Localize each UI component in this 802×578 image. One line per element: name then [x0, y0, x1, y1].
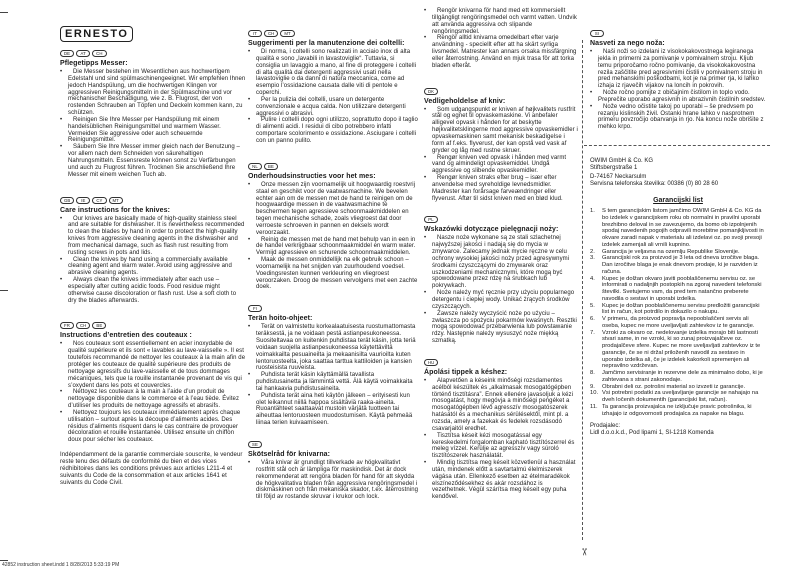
address-line: OWIM GmbH & Co. KG: [590, 158, 654, 165]
bullet-item: [60, 389, 246, 410]
bullet-item: [60, 410, 246, 444]
bullet-text: Die Messer bestehen im Wesentlichen aus hochwertigem Edelstahl und sind spülmaschinengeeignet. Wir empfehlen Ihnen jedoch Handspülung, um die hochwertigen Klingen vor aggressiven Reinigungsmitteln in der Spülmaschine und vor mechanischer Beschädigung, wie z. B. Flugrost, der von rostenden Schrauben an Töpfen und Deckeln kommen kann, zu schützen.: [68, 69, 246, 117]
warranty-item: [590, 316, 766, 330]
bullet-item: [424, 311, 578, 345]
bullet-item: [248, 460, 420, 501]
bullet-icon: •: [590, 90, 593, 97]
seller-info: [590, 423, 766, 437]
bullet-icon: •: [424, 154, 427, 161]
country-badge: DK: [424, 88, 438, 95]
bullet-item: [248, 372, 420, 393]
bullet-item: [60, 216, 246, 257]
country-badge: SE: [248, 441, 262, 448]
section-si: [590, 30, 766, 131]
country-badge: MT: [109, 197, 123, 204]
column-2: [248, 0, 420, 562]
bullet-item: [590, 49, 766, 90]
scissors-icon: ✂: [578, 547, 589, 557]
bullet-item: [424, 378, 578, 433]
section-heading: Pflegetipps Messer:: [60, 60, 128, 67]
bullet-item: [60, 144, 246, 178]
bullet-item: [248, 324, 420, 372]
bullet-icon: •: [60, 277, 63, 284]
section-heading: Wskazówki dotyczące pielęgnacji noży:: [424, 226, 559, 234]
bullet-text: Nettoyez toujours les couteaux immédiatement après chaque utilisation – surtout après la découpe d’aliments acides. Des résidus d’aliments risquent dans le cas contraire de provoquer décoloration et rouille instantanée. Utilisez ensuite un chiffon doux pour sécher les couteaux.: [68, 409, 241, 444]
bullet-icon: •: [424, 377, 427, 384]
bullet-icon: •: [248, 181, 251, 188]
item-number: 8.: [590, 370, 595, 377]
section-nl: [248, 163, 420, 292]
section-heading: Instructions d’entretien des couteaux :: [60, 332, 192, 340]
item-text: Vzroki za okvaro oz. nedelovanje izdelka morajo biti lastnosti stvari same, in ne vzroki, ki so zunaj proizvajalčeve oz. prodajalčeve sfere. Kupec ne more uveljavljati zahtevkov iz te garancije, če se ni držal priloženih navodil za sestavo in uporabo izdelka ali, če je izdelek kakorkoli spremenjen ali nepravilno vzdrževan.: [602, 329, 761, 370]
bullet-text: Terät on valmistettu korkealaatuisesta ruostumattomasta teräksestä, ja ne voidaan pestä astianpesukoneessa. Suositeltavaa on kuitenkin puhdistaa terät käsin, jotta teriä voidaan suojella astianpesukoneessa käytettäviltä voimakkailta pesuaineilta ja mekaanisilta vaurioilta kuten lentoruosteelta, joka saattaa tarttua kattiloiden ja kansien ruosteisista ruuveista.: [256, 324, 416, 372]
bullet-text: Tisztítsa késeit kézi mosogatással egy kereskedelmi forgalomban kapható tisztítószerrel és meleg vízzel. Kerülje az agresszív vagy súroló tisztítószerek használatát.: [432, 432, 575, 460]
column-3: [424, 0, 578, 562]
warranty-item: [590, 390, 766, 404]
bullet-item: [424, 290, 578, 311]
country-badges: [248, 30, 420, 37]
warranty-item: [590, 404, 766, 418]
bullet-icon: •: [60, 341, 63, 348]
bullet-item: [248, 182, 420, 237]
bullet-text: Di norma, i coltelli sono realizzati in acciaio inox di alta qualità e sono „lavabili in lavastoviglie“. Tuttavia, si consiglia un lavaggio a mano, al fine di proteggere i coltelli di alta qualità dai detergenti aggressivi usati nella lavastoviglie o da danni di natura meccanica, come ad esempio l’ossidazione causata dalle viti di pentole e coperchi.: [256, 49, 417, 97]
item-number: 2.: [590, 248, 595, 255]
bullet-icon: •: [60, 389, 63, 396]
bullet-icon: •: [60, 116, 63, 123]
bullet-icon: •: [248, 372, 251, 379]
item-number: 5.: [590, 302, 595, 309]
ernesto-logo: ERNESTO: [60, 26, 133, 42]
section-heading: Skötselråd för knivarna:: [248, 450, 331, 458]
address-line: D-74167 Neckarsulm: [590, 174, 647, 181]
country-badges: [248, 305, 420, 312]
address-line: Stiftsbergstraße 1: [590, 165, 638, 172]
bullet-text: Maak de messen onmiddellijk na elk gebruik schoon – voornamelijk na het snijden van zuurhoudend voedsel. Voedingsresten kunnen verkleuring en vliegroest veroorzaken. Droog de messen vervolgens met een zachte doek.: [256, 257, 418, 291]
section-fi: [248, 305, 420, 427]
bullet-text: Puhdista terät käsin käyttämällä tavallista puhdistusainetta ja lämmintä vettä. Älä käytä voimakkaita tai hankaavia puhdistusaineita.: [256, 372, 413, 392]
cut-separator: [578, 0, 588, 562]
item-text: Garancijski rok za proizvod je 3 leta od dneva izročitve blaga. Dan izročitve blaga je enak dnevom prodaje, ki je razviden iz računa.: [602, 255, 760, 275]
bullet-icon: •: [60, 69, 63, 75]
section-heading: Suggerimenti per la manutenzione dei coltelli:: [248, 40, 405, 47]
bullet-text: Rengør kniven ved opvask i hånden med varmt vand og almindeligt opvaskemiddel. Undgå aggressive og slibende opvaskemidler.: [432, 154, 567, 175]
bullet-text: Våra knivar är grundligt tillverkade av högkvalitativt rostfritt stål och är lämpliga för maskindisk. Det är dock rekommenderat att rengöra bladen för hand för att skydda de högkvalitativa bladen från aggressiva rengöringsmedel i diskmaskinen och från mekaniska skador, t.ex. återrostning till följd av rostande skruvar i krukor och lock.: [256, 459, 419, 501]
item-text: S tem garancijskim listom jamčimo OWIM GmbH & Co. KG da bo izdelek v garancijskem roku ob normalni in pravilni uporabi brezhibno deloval in se zavezujemo, da bomo ob izpolnjenih spodaj navedenih pogojih odpravili morebitne pomanjkljivosti in okvare zaradi napak v materialu ali izdelavi oz. po svoji presoji izdelek zamenjali ali vrnili kupnino.: [602, 208, 764, 248]
country-badge: BE: [92, 322, 106, 329]
column-4: [590, 0, 766, 562]
crop-mark: [0, 12, 8, 13]
country-badge: GB: [60, 197, 74, 204]
seller-label: Prodajalec:: [590, 423, 621, 430]
warranty-item: [590, 208, 766, 249]
section-heading: Ápolási tippek a késhez:: [424, 368, 508, 376]
bullet-icon: •: [248, 117, 251, 124]
column-1: [60, 0, 246, 562]
bullet-text: Alapvetően a késeink minőségi rozsdamentes acélból készültek és „alkalmasak mosogatógépben történő tisztításra”. Ennek ellenére javasoljuk a kézi mosogatást, hogy megóvja a minőségi pengéket a mosogatógépben lévő agresszív mosogatószerek hatásától és a mechanikus sérülésektől, mint pl. a rozsda, amely a fazekak és fedelek rozsdásodó csavarjaitól eredhet.: [432, 377, 574, 432]
section-pl: [424, 216, 578, 345]
item-number: 1.: [590, 208, 595, 215]
bullet-text: Rengör knivarna för hand med ett kommersiellt tillgängligt rengöringsmedel och varmt vatten. Undvik att använda aggressiva och slipande rengöringsmedel.: [432, 8, 577, 35]
bullet-text: Nože vedno očistite takoj po uporabi – še predvsem po rezanju kislinskih živil. Ostanki hrane lahko v nasprotnem primeru povzročijo obarvanja in rjo. Na koncu nože obrišite z mehko krpo.: [598, 103, 764, 131]
country-badge: FR: [60, 322, 74, 329]
crop-mark: [0, 560, 8, 561]
country-badge: IT: [248, 30, 262, 37]
bullet-item: [248, 237, 420, 258]
bullet-icon: •: [590, 49, 593, 55]
section-heading: Nasveti za nego noža:: [590, 40, 665, 47]
item-number: 6.: [590, 316, 595, 323]
bullet-text: Nože ročno pomijte z običajnim čistilom in toplo vodo. Preprečite uporabo agresivnih in abrazivnih čistilnih sredstev.: [598, 90, 766, 103]
bullet-icon: •: [248, 49, 251, 55]
warranty-item: [590, 303, 766, 317]
bullet-icon: •: [424, 175, 427, 182]
bullet-text: Mindig tisztítsa meg késeit közvetlenül a használat után, mindenek előtt a savtartalmú élelmiszerek vágása után. Ellenkező esetben az ételmaradékok elszíneződésekhez és akár rozsdához is vezethetnek. Végül szárítsa meg késeit egy puha kendővel.: [432, 460, 576, 501]
country-badge: CH: [92, 50, 106, 57]
warranty-item: [590, 370, 766, 384]
bullet-icon: •: [424, 290, 427, 297]
country-badge: CH: [264, 30, 278, 37]
bullet-icon: •: [60, 215, 63, 222]
country-badges: [60, 197, 246, 204]
country-badges: [424, 216, 578, 223]
bullet-item: [424, 8, 578, 35]
bullet-item: [248, 393, 420, 427]
bullet-item: [60, 257, 246, 278]
bullet-text: Noże należy myć ręcznie przy użyciu popularnego detergentu i ciepłej wody. Unikać żrących środków czyszczących.: [432, 290, 575, 310]
bullet-text: Onze messen zijn voornamelijk uit hoogwaardig roestvrij staal en geschikt voor de vaatwasmachine. We bevelen echter aan om de messen met de hand te reinigen om de hoogwaardige messen in de vaatwasmachine te beschermen tegen agressieve schoonmaakmiddelen en tegen mechanische schade, zoals vliegroest dat door verroeste schroeven in pannen en deksels wordt veroorzaakt.: [256, 181, 416, 236]
bullet-item: [590, 104, 766, 131]
bullet-item: [60, 117, 246, 144]
bullet-icon: •: [424, 106, 427, 113]
country-badge: FI: [248, 305, 262, 312]
bullet-icon: •: [590, 103, 593, 110]
bullet-text: Always clean the knives immediately after each use – especially after cutting acidic foods. Food residue might otherwise cause discoloration or flash rust. Use a soft cloth to dry the blades afterwards.: [68, 277, 237, 304]
bullet-item: [424, 235, 578, 290]
country-badge: IE: [76, 197, 90, 204]
item-number: 3.: [590, 255, 595, 262]
country-badge: CH: [76, 322, 90, 329]
section-hu: [424, 359, 578, 501]
bullet-icon: •: [424, 8, 427, 14]
item-number: 7.: [590, 329, 595, 336]
item-number: 4.: [590, 275, 595, 282]
bullet-text: Our knives are basically made of high-quality stainless steel and are suitable for dishwasher. It is nevertheless recommended to clean the blades by hand in order to protect the high-quality knives from aggressive cleaning agents in the dishwasher and from mechanical damage, such as flash rust resulting from rusting screws in pots and lids.: [68, 215, 245, 256]
section-se-continued: [424, 8, 578, 70]
print-footer: 42852 instruction sheet.indd 1 8/28/2013 5:33:19 PM: [2, 562, 120, 568]
section-se: [248, 441, 420, 501]
country-badge: PL: [424, 216, 438, 223]
bullet-item: [590, 90, 766, 104]
bullet-icon: •: [248, 459, 251, 466]
country-badges: [424, 88, 578, 95]
bullet-icon: •: [248, 96, 251, 103]
cut-line-horizontal: [584, 145, 770, 146]
item-text: V primeru, da proizvod popravlja nepooblaščeni servis ali oseba, kupec ne more uveljavljati zahtevkov iz te garancije.: [602, 316, 755, 329]
item-text: Jamčimo servisiranje in rezervne dele za minimalno dobo, ki je zahtevana s strani zakonodaje.: [602, 370, 763, 383]
item-text: Obrabni deli oz. potrošni material so izvzeti iz garancije.: [602, 383, 746, 390]
section-heading: Care instructions for the knives:: [60, 206, 170, 214]
country-badges: [248, 163, 420, 170]
seller-address: Lidl d.o.o.k.d., Pod lipami 1, SI-1218 Komenda: [590, 430, 714, 437]
cut-line-vertical: [582, 40, 583, 540]
country-badges: [424, 359, 578, 366]
section-heading: Vedligeholdelse af kniv:: [424, 97, 506, 105]
bullet-item: [424, 35, 578, 69]
item-text: Garancija je veljavna na ozemlju Republike Slovenije.: [602, 248, 740, 255]
bullet-icon: •: [424, 35, 427, 42]
bullet-text: Nasze noże wykonane są ze stali szlachetnej najwyższej jakości i nadają się do mycia w zmywarce. Zalecamy jednak mycie ręczne w celu ochrony wysokiej jakości noży przed agresywnymi środkami czyszczącymi do zmywarek oraz uszkodzeniami mechanicznymi, które mogą być spowodowane przez rdzę na śrubkach lub pokrywkach.: [432, 235, 570, 290]
country-badge: CY: [92, 197, 106, 204]
bullet-icon: •: [248, 236, 251, 243]
country-badge: HU: [424, 359, 438, 366]
service-address: [590, 158, 766, 188]
section-de: [60, 50, 246, 179]
country-badges: [60, 322, 246, 329]
country-badges: [60, 50, 246, 57]
section-dk: [424, 88, 578, 203]
warranty-item: [590, 276, 766, 303]
bullet-item: [248, 49, 420, 97]
item-text: Vsi potrebni podatki za uveljavljanje garancije se nahajajo na dveh ločenih dokumentih (garancijski list, račun).: [602, 390, 759, 404]
bullet-item: [424, 175, 578, 202]
bullet-text: Rengør kniven straks efter brug – især efter anvendelse med syreholdige levnedsmidler. Madrester kan forårsage farveændringer eller flyverust. Aftør til sidst kniven med en blød klud.: [432, 175, 563, 202]
bullet-item: [424, 433, 578, 460]
bullet-icon: •: [424, 460, 427, 467]
crop-mark: [0, 290, 8, 291]
item-number: 11.: [590, 403, 598, 410]
bullet-text: Puhdista terät aina heti käytön jälkeen – erityisesti kun olet leikannut niillä happoa sisältäviä raaka-aineita. Ruoantähteet saattaavat mustoin värjätä tuotteen tai aiheuttaa lentoruosteen muodostumisen. Käytä pehmeää liinaa terien kuivaamiseen.: [256, 392, 413, 427]
bullet-text: Som udgangspunkt er kniven af højkvalitets rustfrit stål og egnet til opvaskemaskine. Vi anbefaler alligevel opvask i hånden for at beskytte højkvalitetsklingerne mod aggressive opvaskemidler i opvaskemaskinen samt mekanisk beskadigelse i form af f.eks. flyverust, der kan opstå ved vask af gryder og låg med rustne skruer.: [432, 106, 578, 154]
item-text: Kupec je dolžan pooblaščenemu servisu predložiti garancijski list in račun, kot potrdilo in dokazilo o nakupu.: [602, 302, 760, 316]
bullet-item: [60, 341, 246, 389]
bullet-icon: •: [60, 144, 63, 151]
section-it: [248, 30, 420, 145]
bullet-item: [424, 107, 578, 155]
service-phone: Servisna telefonska številka: 00386 (0) 80 28 60: [590, 181, 719, 188]
bullet-text: Per la pulizia dei coltelli, usare un detergente convenzionale e acqua calda. Non utilizzare detergenti aggressivi o abrasivi.: [256, 96, 406, 117]
item-number: 10.: [590, 390, 599, 397]
bullet-icon: •: [424, 235, 427, 242]
bullet-item: [60, 277, 246, 304]
country-badge: AT: [76, 50, 90, 57]
bullet-icon: •: [248, 324, 251, 331]
bullet-item: [424, 460, 578, 501]
section-fr: [60, 322, 246, 486]
bullet-text: Reinigen Sie Ihre Messer per Handspülung mit einem handelsüblichen Reinigungsmittel und warmem Wasser. Vermeiden Sie aggressive oder auch scheuernde Reinigungsmittel.: [68, 116, 221, 144]
bullet-icon: •: [424, 310, 427, 317]
warranty-item: [590, 249, 766, 256]
bullet-text: Nettoyez les couteaux à la main à l’aide d’un produit de nettoyage disponible dans le commerce et à l’eau tiède. Évitez d’utiliser les produits de nettoyage agressifs et abrasifs.: [68, 389, 240, 410]
country-badge: BE: [264, 163, 278, 170]
bullet-icon: •: [248, 392, 251, 399]
legal-paragraph: Indépendamment de la garantie commerciale souscrite, le vendeur reste tenu des défauts de conformité du bien et des vices rédhibitoires dans les conditions prévues aux articles L211-4 et suivants du Code de la consommation et aux articles 1641 et suivants du Code Civil.: [60, 452, 243, 486]
bullet-text: Reinig de messen met de hand met behulp van in een in de handel verkrijgbaar schoonmaakmiddel en warm water. Vermijd agressieve en schurende schoonmaakmiddelen.: [256, 236, 416, 257]
warranty-title: Garancijski list: [653, 197, 703, 205]
country-badge: MT: [280, 30, 294, 37]
section-heading: Terän hoito-ohjeet:: [248, 315, 313, 323]
bullet-icon: •: [248, 257, 251, 264]
bullet-item: [248, 97, 420, 118]
warranty-item: [590, 330, 766, 371]
bullet-icon: •: [424, 432, 427, 439]
bullet-item: [60, 69, 246, 117]
item-text: Kupec je dolžan okvaro javiti pooblaščenemu servisu oz. se informirati o nadaljnjih postopkih na zgoraj navedeni telefonski številki. Svetujemo vam, da pred tem natančno preberete navodila o sestavi in uporabi izdelka.: [602, 275, 762, 302]
item-text: Ta garancija proizvajalca ne izključuje pravic potrošnika, ki izhajajo iz odgovornosti prodajalca za napake na blagu.: [602, 403, 752, 417]
bullet-icon: •: [60, 256, 63, 263]
country-badge: SI: [590, 30, 604, 37]
page-columns: [60, 0, 802, 562]
bullet-text: Pulire i coltelli dopo ogni utilizzo, soprattutto dopo il taglio di alimenti acidi. I residui di cibo potrebbero infatti comportare scolorimento e ossidazione. Asciugare i coltelli con un panno pulito.: [256, 117, 418, 144]
country-badges: [590, 30, 766, 37]
bullet-text: Nos couteaux sont essentiellement en acier inoxydable de qualité supérieure et ils sont « lavables au lave-vaisselle ». Il est toutefois recommandé de nettoyer les couteaux à la main afin de protéger les couteaux de qualité supérieure des produits de nettoyage agressifs du lave-vaisselle et de tous dommages mécaniques, tels que la rouille instantanée provenant de vis qui s’oxydent dans les pots et couvercles.: [68, 341, 246, 389]
item-number: 9.: [590, 383, 595, 390]
bullet-text: Naši noži so izdelani iz visokokakovostnega legiranega jekla in primerni za pomivanje v pomivalnem stroju. Kljub temu priporočamo ročno pomivanje, da visokokakovostna rezila zaščitite pred agresivnimi čistili v pomivalnem stroju in pred mehanskimi poškodbami, kot je na primer rja, ki lahko izhaja iz rjavečih vijakov na loncih in pokrovih.: [598, 49, 763, 90]
bullet-text: Clean the knives by hand using a commercially available cleaning agent and warm water. Avoid using aggressive and abrasive cleaning agents.: [68, 256, 232, 277]
bullet-text: Rengör alltid knivarna omedelbart efter varje användning - speciellt efter att ha skärt syrliga livsmedel. Matrester kan annars orsaka missfärgning eller återrostning. Använd en mjuk trasa för att torka bladen efteråt.: [432, 35, 577, 69]
warranty-item: [590, 384, 766, 391]
country-badges: [248, 441, 420, 448]
bullet-item: [248, 257, 420, 291]
bullet-item: [248, 117, 420, 144]
warranty-item: [590, 255, 766, 275]
warranty-list: [590, 208, 766, 417]
bullet-text: Zawsze należy wyczyścić noże po użyciu – zwłaszcza po spożyciu pokarmów kwaśnych. Resztki mogą spowodować przebarwienia lub powstawanie rdzy. Następnie należy wysuszyć noże miękką szmatką.: [432, 310, 577, 345]
bullet-text: Säubern Sie Ihre Messer immer gleich nach der Benutzung – vor allem nach dem Schneiden von säurehaltigen Nahrungsmitteln. Essensreste können sonst zu Verfärbungen und auch zu Flugrost führen. Trocknen Sie anschließend Ihre Messer mit einem weichen Tuch ab.: [68, 144, 240, 178]
country-badge: NL: [248, 163, 262, 170]
section-heading: Onderhoudsinstructies voor het mes:: [248, 172, 376, 180]
bullet-icon: •: [60, 409, 63, 416]
bullet-item: [424, 155, 578, 176]
country-badge: DE: [60, 50, 74, 57]
section-gb: [60, 197, 246, 305]
